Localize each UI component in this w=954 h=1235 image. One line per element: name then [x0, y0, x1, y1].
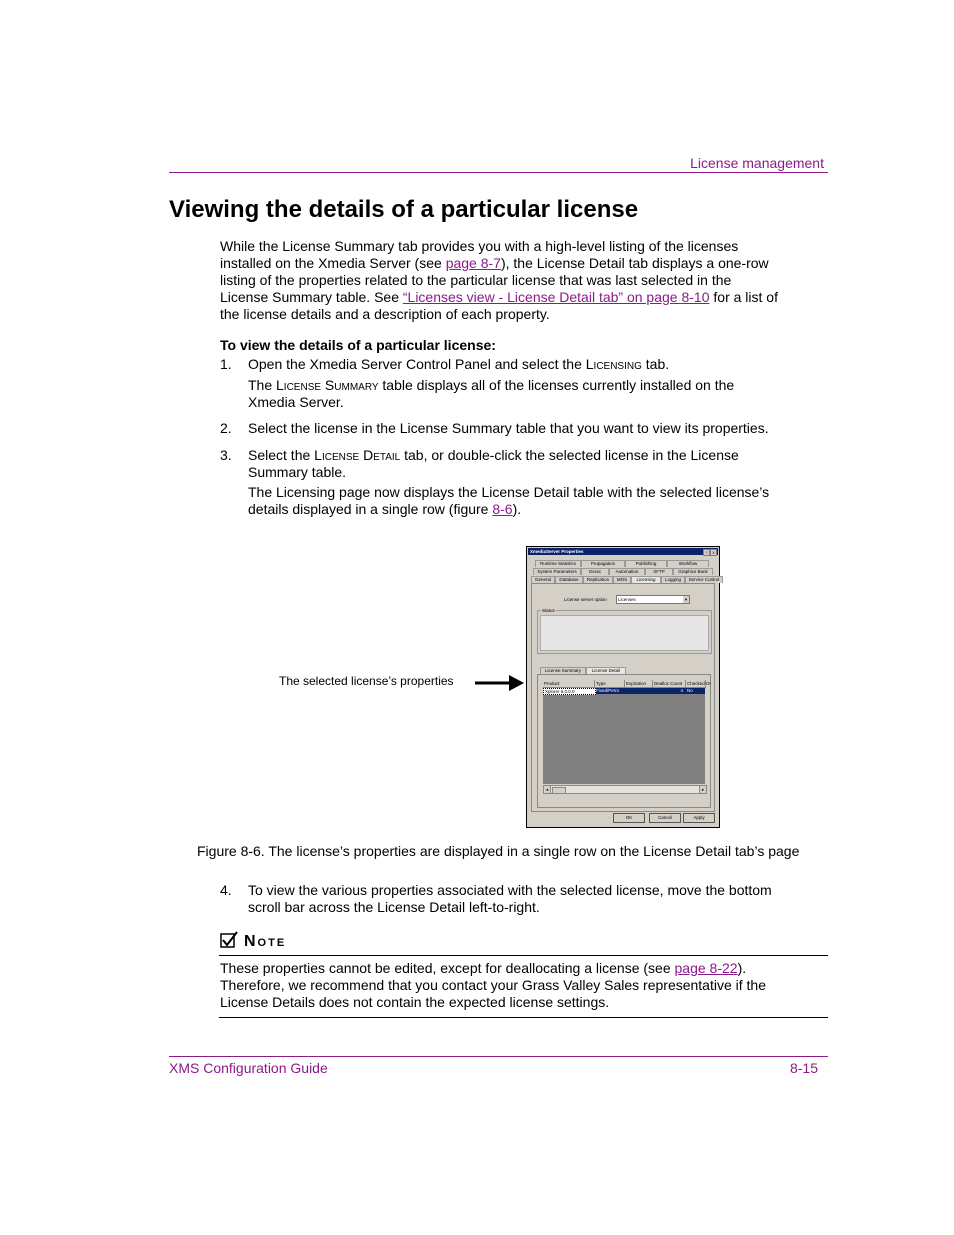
- running-header: License management: [690, 155, 824, 171]
- license-detail-panel: [537, 674, 711, 808]
- license-detail-table: [543, 680, 712, 784]
- intro-paragraph: While the License Summary tab provides you with a high-level listing of the licenses installed on the Xmedia Server (see page 8-7), the License Detail tab displays a one-row listing of the properties related to the particular license that was last selected in the License Summary table. See “Licenses view - License Detail tab” on page 8-10 for a list of the license details and a description of each property.: [220, 238, 778, 322]
- scroll-left-icon[interactable]: ◂: [544, 786, 551, 793]
- step-3-subtext: The Licensing page now displays the License Detail table with the selected license’s details displayed in a single row (figure 8-6).: [248, 484, 770, 517]
- step-1-text: Open the Xmedia Server Control Panel and select the Licensing tab.: [248, 356, 670, 372]
- step-1-subtext: The License Summary table displays all of the licenses currently installed on the Xmedia Server.: [248, 377, 735, 410]
- tab-publishing[interactable]: Publishing: [625, 560, 667, 567]
- subtab-license-detail[interactable]: License Detail: [586, 667, 626, 674]
- tab-propagation[interactable]: Propagation: [581, 560, 625, 567]
- step-3-text: Select the License Detail tab, or double-click the selected license in the License Summary table.: [248, 447, 739, 480]
- server-option-label: License server option: [564, 597, 607, 602]
- subtab-license-summary[interactable]: License Summary: [540, 667, 586, 674]
- footer-rule: [169, 1056, 828, 1057]
- licensing-tab-panel: [531, 583, 715, 812]
- col-checked-out[interactable]: Checked Or: [687, 681, 712, 686]
- cell-product: Xplorer 6.0.0.0: [543, 688, 596, 695]
- tab-automation[interactable]: Automation: [609, 568, 645, 575]
- step-2-number: 2.: [220, 420, 232, 436]
- col-expiration[interactable]: Expiration: [625, 680, 653, 688]
- col-dealloc-count[interactable]: Dealloc Count: [653, 680, 686, 688]
- header-rule: [169, 172, 828, 173]
- figure-caption: Figure 8-6. The license’s properties are displayed in a single row on the License Detail tab’s page: [197, 843, 800, 859]
- cell-expiration: [625, 688, 652, 694]
- step-4-number: 4.: [220, 882, 232, 898]
- tab-row-2: [533, 568, 713, 575]
- tab-row-3: [531, 576, 723, 583]
- cell-type: Fixed/Perm: [596, 688, 620, 693]
- link-page-8-7[interactable]: page 8-7: [445, 255, 501, 271]
- dialog-titlebar: XmediaServer Properties: [528, 548, 718, 555]
- tab-gxsxc[interactable]: Gxsxc: [581, 568, 609, 575]
- footer-guide-title: XMS Configuration Guide: [169, 1060, 328, 1076]
- tab-database[interactable]: Database: [555, 576, 583, 583]
- apply-button[interactable]: Apply: [683, 813, 715, 823]
- tab-workflow[interactable]: Workflow: [667, 560, 709, 567]
- step-3-number: 3.: [220, 447, 232, 463]
- xmediaserver-properties-dialog: [526, 546, 720, 828]
- cell-checked-out: No: [687, 688, 693, 693]
- scroll-right-icon[interactable]: ▸: [699, 786, 706, 793]
- footer-page-number: 8-15: [789, 1060, 818, 1076]
- status-box: [540, 615, 709, 651]
- note-text: These properties cannot be edited, except for deallocating a license (see page 8-22). Therefore, we recommend that you contact your Grass Valley Sales representative if the License Details does not contain the expected license settings.: [220, 960, 766, 1010]
- link-page-8-22[interactable]: page 8-22: [674, 960, 738, 976]
- procedure-heading: To view the details of a particular license:: [220, 337, 496, 353]
- checkbox-check-icon: [220, 931, 238, 949]
- tab-general[interactable]: General: [531, 576, 555, 583]
- note-bottom-rule: [219, 1017, 828, 1018]
- link-figure-8-6[interactable]: 8-6: [492, 501, 513, 517]
- figure-callout: The selected license’s properties: [279, 674, 454, 688]
- note-label: Note: [244, 933, 287, 950]
- help-button[interactable]: ?: [703, 549, 710, 556]
- tab-xftp[interactable]: XFTP: [645, 568, 673, 575]
- subtab-row: [540, 667, 626, 674]
- cancel-button[interactable]: Cancel: [649, 813, 681, 823]
- status-group: Status: [537, 610, 712, 654]
- horizontal-scrollbar[interactable]: [543, 785, 707, 794]
- step-1-number: 1.: [220, 356, 232, 372]
- tab-logging[interactable]: Logging: [661, 576, 685, 583]
- note-top-rule: [219, 955, 828, 956]
- tab-replication[interactable]: Replication: [583, 576, 613, 583]
- server-option-select[interactable]: Licenses ▾: [616, 595, 690, 604]
- table-row[interactable]: [543, 688, 705, 694]
- col-type[interactable]: Type: [595, 680, 625, 688]
- tab-row-1: [535, 560, 709, 567]
- step-2-text: Select the license in the License Summary table that you want to view its properties.: [248, 420, 769, 436]
- tab-runtime-statistics[interactable]: Runtime Statistics: [535, 560, 581, 567]
- tab-service-control[interactable]: Service Control: [685, 576, 723, 583]
- tab-mos[interactable]: MOS: [613, 576, 631, 583]
- page-title: Viewing the details of a particular license: [169, 196, 639, 223]
- cell-dealloc-count: 4: [680, 688, 683, 693]
- step-4-text: To view the various properties associated with the selected license, move the bottom scroll bar across the License Detail left-to-right.: [248, 882, 772, 915]
- arrow-right-icon: [475, 674, 525, 692]
- tab-licensing[interactable]: Licensing: [631, 576, 661, 583]
- chevron-down-icon: ▾: [684, 597, 688, 602]
- tab-graphics-bank[interactable]: Graphics Bank: [673, 568, 713, 575]
- col-product[interactable]: Product: [543, 680, 595, 688]
- close-button[interactable]: X: [710, 549, 717, 556]
- tab-system-parameters[interactable]: System Parameters: [533, 568, 581, 575]
- scroll-thumb[interactable]: [552, 787, 566, 794]
- ok-button[interactable]: OK: [613, 813, 645, 823]
- link-license-detail-tab[interactable]: “Licenses view - License Detail tab” on page 8-10: [402, 289, 710, 305]
